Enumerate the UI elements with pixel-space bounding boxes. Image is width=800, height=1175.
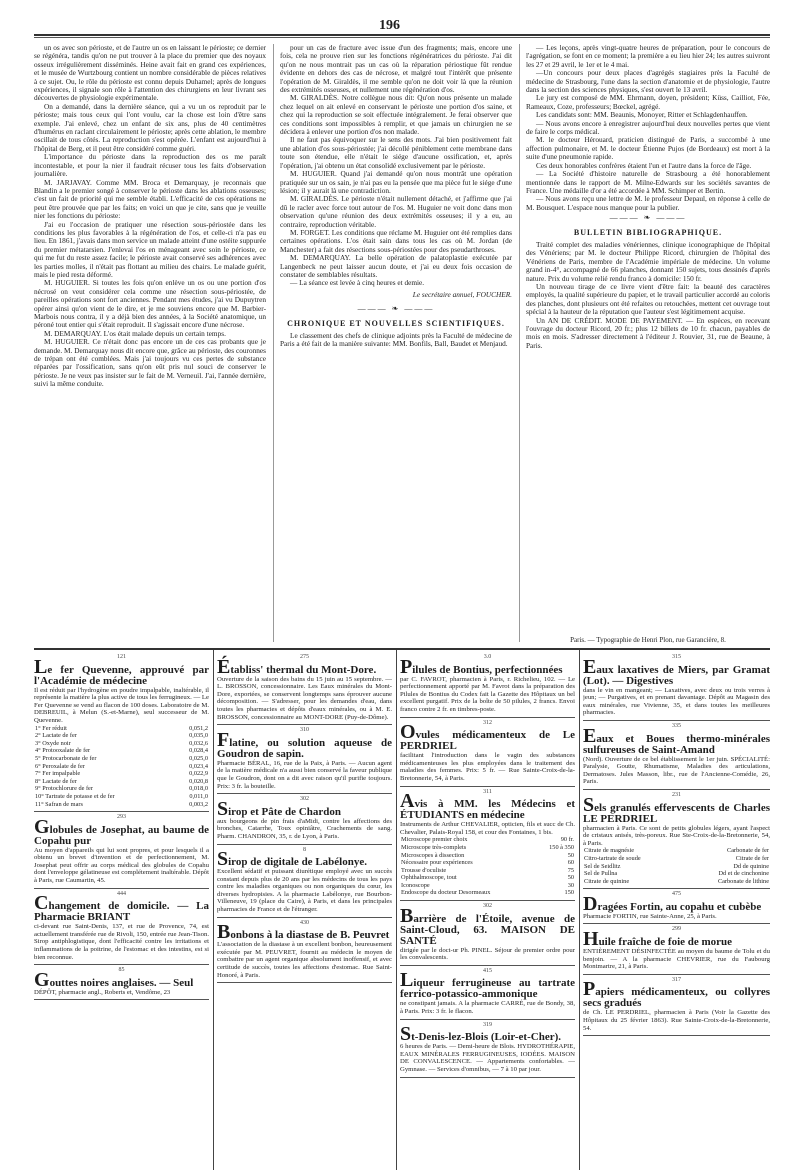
- paragraph: M. DEMARQUAY. L'os était malade depuis un certain temps.: [44, 328, 226, 338]
- table-cell: Nécessaire pour expériences: [401, 859, 473, 867]
- table-cell: 5° Protocarbonate de fer: [35, 754, 97, 762]
- table-row: [583, 847, 770, 855]
- ad-number: 302: [300, 796, 309, 803]
- table-cell: Endoscope du docteur Desormeaux: [401, 889, 491, 897]
- secretary-signature: Le secrétaire annuel, FOUCHER.: [412, 289, 512, 299]
- ad-title: Liqueur ferrugineuse au tartrate ferrico-potassico-ammonique: [400, 969, 575, 1001]
- table-row: [400, 852, 575, 860]
- advertisement: [217, 918, 392, 984]
- table-cell: Sel de Seidlitz: [584, 862, 621, 870]
- advertisement: [217, 725, 392, 794]
- ad-text: pharmacien à Paris. Ce sont de petits globules légers, ayant l'aspect de cristaux anisés, très-poreux. Rue Ste-Croix-de-la-Bretonnerie, 54, à Paris.: [583, 824, 770, 847]
- table-row: [400, 889, 575, 897]
- ad-text: Au moyen d'appareils qui lui sont propres, et pour lesquels il a obtenu un brevet d'invention et de perfectionnement, M. Josephat peut offrir au corps médical des globules de Copahu dont l'enveloppe gélatineuse est complétement inaltérable. Dépôt à Paris, rue Caumartin, 45.: [34, 846, 209, 885]
- column-divider: [519, 44, 520, 642]
- table-cell: 10° Tartrate de potasse et de fer: [35, 792, 115, 800]
- advertisement: [217, 652, 392, 725]
- ad-title: Barrière de l'Étoile, avenue de Saint-Cloud, 63. MAISON DE SANTÉ: [400, 904, 575, 947]
- ad-number: 312: [483, 719, 492, 726]
- table-row: [400, 867, 575, 875]
- ad-text: Ouverture de la saison des bains du 15 juin au 15 septembre. — L. BROSSON, concessionnaire. Les Eaux minérales du Mont-Dore, exportées, se conservent longtemps sans éprouver aucune décomposition. — S'adresser, pour les demandes d'eau, dans toutes les pharmacies et dépôts d'eaux minérales, ou à M. E. BROSSON, concessionnaire au MONT-DORE (Puy-de-Dôme).: [217, 675, 392, 721]
- paragraph: Le jury est composé de MM. Ehrmann, doyen, président; Küss, Cailliot, Fée, Rameaux, Coze, professeurs; Bœckel, agrégé.: [526, 93, 770, 111]
- ad-number: 444: [117, 890, 126, 897]
- ad-title: Huile fraîche de foie de morue: [583, 928, 733, 951]
- table-cell: 1° Fer réduit: [35, 724, 67, 732]
- ad-title: Pilules de Bontius, perfectionnées: [400, 655, 563, 678]
- bulletin-paragraph: Traité complet des maladies vénériennes, clinique iconographique de l'hôpital des Vénériens; par M. le docteur Philippe Ricord, chirurgien de l'hôpital des Vénériens de Paris, membre de l'Académie impériale de médecine. Un volume grand in-4°, accompagné de 66 planches, donnant 150 sujets, tous dessinés d'après nature. Prix du volume relié rendu franco à domicile: 150 fr.: [526, 239, 770, 283]
- ad-text: Pharmacie FORTIN, rue Sainte-Anne, 25, à Paris.: [583, 912, 717, 920]
- table-row: [34, 801, 209, 809]
- ad-text: Pharmacie BÉRAL, 16, rue de la Paix, à Paris. — Aucun agent de la matière médicale n'a aussi bien conservé la faveur publique que le Goudron, dont on a dit avec raison qu'il purifie toujours. Prix: 3 fr. la bouteille.: [217, 759, 392, 790]
- ad-title: Gouttes noires anglaises. — Seul: [34, 968, 194, 991]
- paragraph: L'importance du périoste dans la reproduction des os me paraît incontestable, et pour la nier il faudrait récuser tous les faits d'observation journalière.: [34, 152, 266, 179]
- page-header: [34, 18, 770, 36]
- ad-text: (Nord). Ouverture de ce bel établissement le 1er juin. SPÉCIALITÉ: Paralysie, Goutte, Rhumatisme, Maladies des articulations, Dermatoses. Jules Masson, libr., rue de l'Ancienne-Comédie, 26, Paris.: [583, 755, 770, 786]
- advertisement: [583, 721, 770, 790]
- ad-text: de Ch. LE PERDRIEL, pharmacien à Paris (Voir la Gazette des Hôpitaux du 25 février 1863). Rue Sainte-Croix-de-la-Bretonnerie, 54.: [583, 1009, 770, 1032]
- table-row: [34, 725, 209, 733]
- ad-column-1: [34, 652, 209, 1167]
- bulletin-title: BULLETIN BIBLIOGRAPHIQUE.: [573, 227, 723, 237]
- ad-title: Bonbons à la diastase de B. Peuvret: [217, 921, 390, 944]
- ad-column-3: [400, 652, 575, 1167]
- table-row: [583, 863, 770, 871]
- ad-number: 310: [300, 727, 309, 734]
- table-cell: 0,003,2: [189, 800, 208, 808]
- paragraph: M. HUGUIER. Ce n'était donc pas encore un de ces cas probants que je demande. M. Demarquay nous dit encore que, grâce au périoste, des couronnes de trépan ont été comblées. Mais j'ai toujours vu ces pertes de substance réparées par l'ossification, sans qu'on eût pris nul souci de conserver le périoste. Je ne veux pas insister sur le fait de M. Verneuil. J'ai, l'année dernière, suivi la même conduite.: [34, 337, 266, 389]
- ad-number: 315: [672, 654, 681, 660]
- advertisement: [583, 790, 770, 889]
- table-cell: Carbonate de fer: [727, 847, 769, 855]
- paragraph: Il ne faut pas équivoquer sur le sens des mots. J'ai bien positivement fait une ablation d'os sous-périostée; j'ai décollé péniblement cette membrane dans toute son étendue, elle n'était le siége d'aucune ossification, et, après l'opération, j'ai obtenu un état consolidé exclusivement par le périoste.: [280, 135, 512, 170]
- ad-title: St-Denis-lez-Blois (Loir-et-Cher).: [400, 1023, 561, 1046]
- table-cell: 0,022,9: [189, 770, 208, 778]
- table-row: [583, 878, 770, 886]
- table-cell: 75: [567, 866, 574, 874]
- printer-footer: Paris. — Typographie de Henri Plon, rue Garancière, 8.: [570, 636, 726, 644]
- paragraph: Ces deux honorables confrères étaient l'un et l'autre dans la force de l'âge.: [536, 160, 752, 170]
- advertisement: [400, 901, 575, 966]
- ad-text: Excellent sédatif et puissant diurétique employé avec un succès constant depuis plus de 20 ans par les médecins de tous les pays contre les maladies organiques ou non organiques du cœur, les diverses hydropisies. A la pharmacie Labélonye, rue Bourbon-Villeneuve, 19 (place du Caire), à Paris, et dans les principales pharmacies de France et de l'étranger.: [217, 868, 392, 914]
- ad-number: 3.0: [483, 654, 492, 660]
- table-cell: Dd de quinine: [733, 862, 769, 870]
- ad-text: par C. FAVROT, pharmacien à Paris, r. Richelieu, 102. — Le perfectionnement apporté par M. Favrot dans la préparation des Pilules de Bontius du Codex fait la Gazette des Hôpitaux un bel excellent purgatif. Prix de la boîte de 50 pilules, 2 francs. Envoi franco contre 2 fr. en timbres-poste.: [400, 675, 575, 713]
- table-cell: 0,035,0: [189, 732, 208, 740]
- ad-number: 293: [117, 814, 126, 821]
- ad-title: Eaux laxatives de Miers, par Gramat (Lot). — Digestives: [583, 655, 770, 687]
- paragraph: J'ai eu l'occasion de pratiquer une résection sous-périostée dans les conditions les plus favorables à la régénération de l'os, et celle-ci n'a pas eu lieu. En 1861, j'avais dans mon service un malade atteint d'une ostéite suppurée du premier métatarsien. J'enlevai l'os en ménageant avec soin le périoste, ce qui me fut du reste assez facile; le périoste avait conservé ses adhérences avec les parties molles, il n'était pas flottant au milieu des chairs. Le malade guérit, mais le pied resta déformé.: [34, 219, 266, 279]
- advertisement: [583, 652, 770, 721]
- ad-text: Il est réduit par l'hydrogène en poudre impalpable, inaltérable, il représente la matière la plus active de tous les ferrugineux. — Le Fer Quevenne se vend au flacon de 100 doses. Laboratoire de M. DEBREUIL, à Melun (S.-et-Marne), seul successeur de M. Quevenne.: [34, 686, 209, 724]
- advertisement: [400, 718, 575, 787]
- table-cell: 50: [567, 851, 574, 859]
- ad-number: 85: [118, 967, 125, 974]
- table-cell: 150: [564, 889, 574, 897]
- table-cell: Microscope premier choix: [401, 836, 468, 844]
- ad-number: 299: [672, 926, 681, 933]
- advertisement: [400, 1020, 575, 1078]
- ad-number: 319: [483, 1021, 492, 1028]
- table-cell: 2° Lactate de fer: [35, 732, 77, 740]
- table-row: [34, 793, 209, 801]
- table-cell: 0,011,0: [189, 792, 208, 800]
- ad-text: facilitant l'introduction dans le vagin des substances médicamenteuses les plus employées dans le traitement des maladies des femmes. Prix: 5 fr. — Rue Sainte-Croix-de-la-Bretonnerie, 54, à Paris.: [400, 752, 575, 782]
- bulletin-paragraph: Un nouveau tirage de ce livre vient d'être fait: la beauté des caractères employés, la qualité supérieure du papier, et le travail particulier accordé au coloris des planches, dont plusieurs ont été refaites ou retouchées, mettent cet ouvrage tout spécial à la hauteur de la réputation que l'auteur s'est légitimement acquise.: [526, 281, 770, 317]
- ad-number: 475: [672, 891, 681, 898]
- table-row: [400, 836, 575, 844]
- ad-text: DÉPÔT, pharmacie angl., Roberts et, Vendôme, 23: [34, 988, 171, 996]
- ad-number: 231: [672, 791, 681, 798]
- advertisement: [217, 845, 392, 918]
- ad-text: dirigée par le doct-ur Ph. PINEL. Séjour de premier ordre pour les convalescents.: [400, 946, 575, 962]
- table-row: [34, 755, 209, 763]
- advertisement: [583, 975, 770, 1036]
- table-row: [34, 763, 209, 771]
- bulletin-paragraph: Un AN DE CRÉDIT. MODE DE PAYEMENT. — En espèces, en recevant l'ouvrage du docteur Ricord, 20 fr.; plus 12 billets de 10 fr. chacun, payables de mois en mois. S'adresser directement à l'éditeur J. Rouvier, 31, rue de Beaune, à Paris.: [526, 315, 770, 350]
- page-number: 196: [379, 18, 400, 33]
- paragraph: —Un concours pour deux places d'agrégés stagiaires près la Faculté de médecine de Strasbourg, l'une dans la section d'anatomie et de physiologie, l'autre dans la section des sciences physiques, s'est ouvert le 13 avril.: [526, 68, 770, 95]
- table-row: [400, 874, 575, 882]
- paragraph: Le classement des chefs de clinique adjoints près la Faculté de médecine de Paris a été fait de la manière suivante: MM. Bonfils, Ball, Baudet et Menjaud.: [280, 331, 512, 349]
- table-cell: 0,032,6: [189, 739, 208, 747]
- table-row: [34, 785, 209, 793]
- advertisement: [34, 965, 209, 1000]
- ad-text: dans le vin en mangeant; — Laxatives, avec deux ou trois verres à jeun; — Purgatives, et en prenant davantage. Dépôt au Magasin des eaux minérales, rue Vivienne, 35, et dans toutes les meilleures pharmacies.: [583, 686, 770, 717]
- table-cell: 6° Peroxalate de fer: [35, 762, 85, 770]
- advertisement: [217, 794, 392, 844]
- table-row: [583, 870, 770, 878]
- ad-title: Papiers médicamenteux, ou collyres secs gradués: [583, 978, 770, 1010]
- table-row: [34, 770, 209, 778]
- ad-number: 430: [300, 919, 309, 926]
- paragraph: Les candidats sont: MM. Beaunis, Monoyer, Ritter et Schlagdenhauffen.: [536, 110, 748, 120]
- advertisement: [583, 924, 770, 974]
- paragraph: On a demandé, dans la dernière séance, qui a vu un os reproduit par le périoste; mais tous ceux qui l'ont voulu, car la chose est loin d'être sans exemple. J'ai enlevé, chez un enfant de six ans, plus de 40 centimètres d'humérus en raclant circulairement le périoste; après cette ablation, le membre oscillait de tous côtés. La reproduction s'est opérée. L'enfant est aujourd'hui à l'hôpital de Berg, et il peut être considéré comme guéri.: [34, 101, 266, 153]
- table-cell: Sel de Pullna: [584, 870, 618, 878]
- table-cell: Citro-tartrate de soude: [584, 854, 641, 862]
- table-cell: 0,023,4: [189, 762, 208, 770]
- table-cell: Citrate de magnésie: [584, 847, 635, 855]
- paragraph: M. HUGUIER. Quand j'ai demandé qu'on nous montrât une opération pratiquée sur un os sain, je n'ai pas eu la pensée que ma pièce fut le siége d'une lésion; il y aurait là une contradiction.: [280, 169, 512, 195]
- ad-text: Instruments de Arthur CHEVALIER, opticien, fils et succ de Ch. Chevalier, Palais-Royal 158, et cour des Fontaines, 1 bis.: [400, 821, 575, 836]
- paragraph: — Nous avons encore à enregistrer aujourd'hui deux nouvelles pertes que vient de faire le corps médical.: [526, 118, 770, 137]
- ad-number: 302: [483, 903, 492, 910]
- ad-title: Ovules médicamenteux de Le PERDRIEL: [400, 721, 575, 753]
- header-rule: [34, 34, 770, 36]
- ad-table: [400, 836, 575, 897]
- ad-title: Le fer Quevenne, approuvé par l'Académie de médecine: [34, 655, 209, 687]
- paragraph: M. le docteur Hérouard, praticien distingué de Paris, a succombé à une affection pulmonaire, et M. le docteur Étienne Pujos (de Bordeaux) est mort à la suite d'une pneumonie rapide.: [526, 135, 770, 162]
- ad-number: 275: [300, 654, 309, 660]
- table-cell: Ophthalmoscope, tout: [401, 874, 457, 882]
- table-cell: 50: [567, 874, 574, 882]
- column-divider: [273, 44, 274, 642]
- table-cell: 7° Fer impalpable: [35, 770, 81, 778]
- paragraph: — Les leçons, après vingt-quatre heures de préparation, pour le concours de l'agrégation, se font en ce moment; la première a eu lieu hier 24; les autres suivront les 27 et 29 avril, le 1er et le 4 mai.: [526, 44, 770, 69]
- ad-divider: [579, 650, 580, 1170]
- advertisement: [34, 889, 209, 966]
- ad-number: 335: [672, 722, 681, 729]
- ad-divider: [396, 650, 397, 1170]
- ad-number: 317: [672, 976, 681, 983]
- ad-title: Flatine, ou solution aqueuse de Goudron de sapin.: [217, 728, 392, 760]
- section-title: CHRONIQUE ET NOUVELLES SCIENTIFIQUES.: [287, 318, 505, 328]
- table-row: [34, 747, 209, 755]
- ad-text: ne constipant jamais. A la pharmacie CARRÉ, rue de Bondy, 38, à Paris. Prix: 3 fr. le flacon.: [400, 1000, 575, 1016]
- table-cell: Carbonate de lithine: [717, 877, 769, 885]
- text-column-1: [34, 44, 266, 639]
- table-cell: 3° Oxyde noir: [35, 739, 71, 747]
- ornament-divider: ——— ❧ ———: [357, 304, 435, 314]
- ad-title: Établiss' thermal du Mont-Dore.: [217, 655, 377, 678]
- ad-title: Avis à MM. les Médecins et ÉTUDIANTS en médecine: [400, 790, 575, 822]
- paragraph: M. GIRALDÈS. Le périoste n'était nullement détaché, et j'affirme que j'ai dû le racler avec force tout autour de l'os. M. Huguier ne voit donc dans mon observation qu'une réunion des deux extrémités osseuses; il y a eu, au contraire, reproduction véritable.: [280, 194, 512, 229]
- paragraph: M. DEMARQUAY. La belle opération de palatoplastie exécutée par Langenbeck ne peut laisser aucun doute, et j'ai eu deux fois occasion de constater de semblables résultats.: [280, 253, 512, 279]
- paragraph: pour un cas de fracture avec issue d'un des fragments; mais, encore une fois, cela ne prouve rien sur les fonctions régénératrices du périoste. J'ai dit qu'on ne nous montrait pas un cas où la réparation périostique fût rendue évidente en dehors des cas de nécrose, et malgré tout l'intérêt que présente l'opération de M. Giraldès, il me semble qu'on ne doit voir là que la réunion des extrémités osseuses, et nullement une régénération d'os.: [280, 44, 512, 95]
- table-row: [34, 732, 209, 740]
- ad-text: L'association de la diastase à un excellent bonbon, heureusement exécutée par M. PEUVRET, fournit au médecin le moyen de combattre par un agent organique absolument inoffensif, et avec certitude de succès, toutes les affections d'estomac. Rue Saint-Honoré, à Paris.: [217, 941, 392, 979]
- ad-title: Changement de domicile. — La Pharmacie BRIANT: [34, 892, 209, 924]
- paragraph: — Nous avons reçu une lettre de M. le professeur Depaul, en réponse à celle de M. Bousquet. L'espace nous manque pour la publier.: [526, 194, 770, 212]
- table-cell: 0,025,0: [189, 754, 208, 762]
- ad-table: [583, 847, 770, 885]
- ad-title: Sirop de digitale de Labélonye.: [217, 848, 367, 871]
- ad-number: 311: [483, 788, 492, 795]
- table-cell: 9° Protochlorure de fer: [35, 785, 93, 793]
- table-row: [400, 844, 575, 852]
- table-cell: Microscope très-complets: [401, 843, 467, 851]
- ad-number: 415: [483, 967, 492, 974]
- table-cell: 0,020,8: [189, 777, 208, 785]
- advertisement: [34, 652, 209, 812]
- table-cell: 0,028,4: [189, 747, 208, 755]
- ad-number: 121: [117, 654, 126, 660]
- paragraph: — La séance est levée à cinq heures et demie.: [290, 278, 425, 288]
- paragraph: M. GIRALDÈS. Notre collègue nous dit: Qu'on nous présente un malade chez lequel on ait enlevé en conservant le périoste une portion d'os saine, et chez qui la reproduction se soit effectuée intégralement. Je ferai observer que ces conditions sont impossibles à remplir, et que jamais un chirurgien ne se décidera à enlever une portion d'os non malade.: [280, 93, 512, 137]
- header-rule-thin: [34, 37, 770, 38]
- table-row: [400, 859, 575, 867]
- table-row: [400, 882, 575, 890]
- paragraph: M. FORGET. Les conditions que réclame M. Huguier ont été remplies dans certaines opérations. L'os était sain dans tous les cas où M. Jordan (de Manchester) a fait des résections sous-périostées pour des pseudarthroses.: [280, 227, 512, 254]
- ad-title: Sels granulés effervescents de Charles LE PERDRIEL: [583, 793, 770, 825]
- paragraph: M. JARJAVAY. Comme MM. Broca et Demarquay, je reconnais que Blandin a le premier songé à conserver le périoste dans les ablations osseuses; c'est un fait de priorité qui me semble établi. L'efficacité de ces opérations ne peut être prouvée que par les faits; en voici un que je cite, sans que je veuille nier les fonctions du périoste:: [34, 177, 266, 221]
- table-cell: 0,051,2: [189, 724, 208, 732]
- ad-title: Dragées Fortin, au copahu et cubèbe: [583, 892, 762, 915]
- ad-column-2: [217, 652, 392, 1167]
- table-cell: Dd et de cinchonine: [718, 870, 769, 878]
- ad-table: [34, 725, 209, 809]
- ornament-divider: ——— ❧ ———: [609, 213, 687, 223]
- table-cell: 30: [567, 881, 574, 889]
- table-cell: 90 fr.: [560, 836, 574, 844]
- table-row: [34, 778, 209, 786]
- ad-text: 6 heures de Paris. — Demi-heure de Blois. HYDROTHÉRAPIE, EAUX MINÉRALES FERRUGINEUSES, IODÉES. MAISON DE CONVALESCENCE. — Appartements confortables. — Gymnase. — Services d'omnibus, — 7 à 10 par jour.: [400, 1043, 575, 1073]
- paragraph: M. HUGUIER. Si toutes les fois qu'on enlève un os ou une portion d'os nécrosé on veut considérer cela comme une résection sous-périostée, de pareilles opérations sont fort anciennes. Pendant mes études, j'ai vu Dupuytren opérer ainsi qu'on vient de le dire, et je me souviens encore que M. Barbier-Marbois nous contra, il y a déjà bien des années, à la Société anatomique, un péroné tout entier qui s'était reproduit. Il s'agissait encore d'une nécrose.: [34, 278, 266, 330]
- paragraph: un os avec son périoste, et de l'autre un os en laissant le périoste; ce dernier se régénéra, tandis qu'on ne put trouver à la place du premier que des noyaux osseux irrégulièrement disséminés. Heine avait fait en grand ces expériences, et le musée de Wurtzbourg contient un nombre considérable de pièces relatives à ce sujet. Ou, le rôle du périoste est connu depuis Duhamel; après de longues expériences, il signale son rôle à l'attention des chirurgiens en leur livrant ses découvertes de physiologie expérimentale.: [34, 44, 266, 103]
- table-cell: Microscopes à dissection: [401, 851, 465, 859]
- table-row: [34, 740, 209, 748]
- table-cell: 150 à 350: [549, 843, 574, 851]
- table-cell: Citrate de quinine: [584, 877, 630, 885]
- table-cell: Citrate de fer: [735, 854, 769, 862]
- ad-column-4: [583, 652, 770, 1167]
- table-cell: 4° Protooxalate de fer: [35, 747, 91, 755]
- table-cell: Trousse d'oculiste: [401, 866, 447, 874]
- text-column-3: [526, 44, 770, 639]
- advertisement: [400, 966, 575, 1020]
- ad-title: Sirop et Pâte de Chardon: [217, 797, 341, 820]
- table-cell: Iconoscope: [401, 881, 430, 889]
- advertisement: [583, 889, 770, 924]
- ad-divider: [213, 650, 214, 1170]
- table-cell: 0,018,0: [189, 785, 208, 793]
- table-cell: 11° Safran de mars: [35, 800, 83, 808]
- advertisement: [400, 787, 575, 902]
- ad-text: aux bourgeons de pin frais d'aMidi, contre les affections des bronches, Catarrhe, Toux opiniâtre, Crachements de sang. Pharm. CHANDRON, 35, r. de Lyon, à Paris.: [217, 817, 392, 840]
- ad-title: Eaux et Boues thermo-minérales sulfureuses de Saint-Amand: [583, 724, 770, 756]
- ads-rule: [34, 648, 770, 650]
- text-column-2: [280, 44, 512, 639]
- ad-title: Globules de Josephat, au baume de Copahu pur: [34, 815, 209, 847]
- ad-number: 8: [303, 846, 306, 853]
- table-cell: 8° Lactate de fer: [35, 777, 77, 785]
- table-cell: 60: [567, 859, 574, 867]
- advertisement: [400, 652, 575, 718]
- advertisement: [34, 812, 209, 889]
- table-row: [583, 855, 770, 863]
- ad-text: ci-devant rue Saint-Denis, 137, et rue de Provence, 74, est actuellement transférée rue de Rivoli, 150, entrée rue Jean-Tison. Sirop antiphlogistique, dont l'efficacité contre les irritations et inflammations de la poitrine, de l'estomac et des intestins, est si bien reconnue.: [34, 923, 209, 961]
- paragraph: — La Société d'histoire naturelle de Strasbourg a été honorablement mentionnée dans le rapport de M. Milne-Edwards sur les sociétés savantes de France. Une médaille d'or a été accordée à MM. Schimper et Bertin.: [526, 169, 770, 195]
- ad-text: ENTIÈREMENT DÉSINFECTÉE au moyen du baume de Tolu et du benjoin. — A la pharmacie CHEVRIER, rue du Faubourg Montmartre, 21, à Paris.: [583, 948, 770, 971]
